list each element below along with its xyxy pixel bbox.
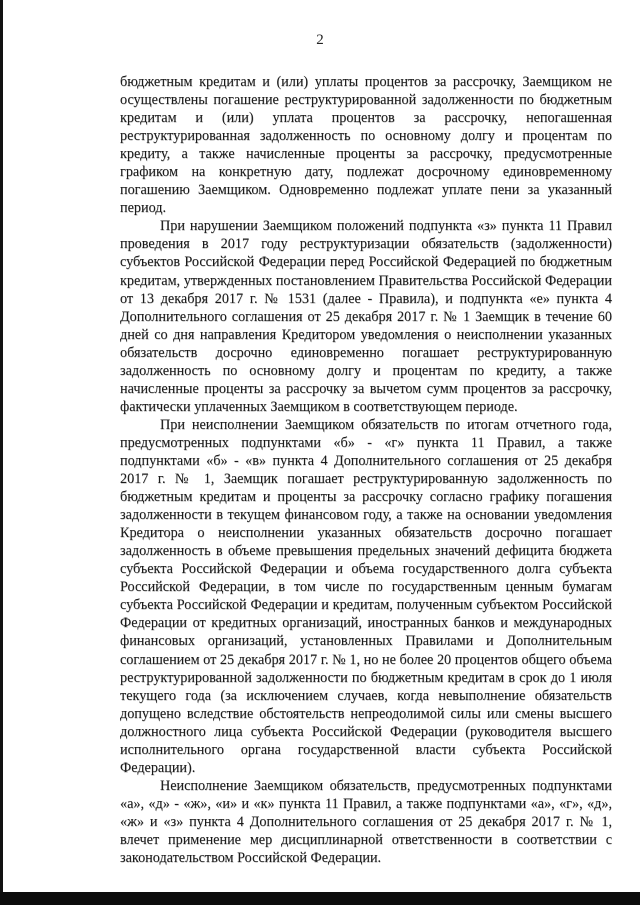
paragraph-disciplinary-measures: Неисполнение Заемщиком обязательств, предусмотренных подпунктами «а», «д» - «ж», «и» и «к» пункта 11 Правил, а также подпунктами «а», «г», «д», «ж» и «з» пункта 4 Дополнительного соглашения от 25 декабря 2017 г. № 1, влечет применение мер дисциплинарной ответственности в соответствии с законодательством Российской Федерации. [120, 777, 612, 867]
scan-left-edge [0, 0, 3, 905]
paragraph-continuation: бюджетным кредитам и (или) уплаты процентов за рассрочку, Заемщиком не осуществлены погашение реструктурированной задолженности по бюджетным кредитам и (или) уплата процентов за рассрочку, непогашенная реструктурированная задолженность по основному долгу и процентам по кредиту, а также начисленные проценты за рассрочку, предусмотренные графиком на конкретную дату, подлежат досрочному единовременному погашению Заемщиком. Одновременно подлежат уплате пени за указанный период. [120, 74, 612, 217]
page-number: 2 [316, 32, 324, 48]
paragraph-nonfulfillment-annual: При неисполнении Заемщиком обязательств по итогам отчетного года, предусмотренных подпунктами «б» - «г» пункта 11 Правил, а также подпунктами «б» - «в» пункта 4 Дополнительного соглашения от 25 декабря 2017 г. № 1, Заемщик погашает реструктурированную задолженность по бюджетным кредитам и проценты за рассрочку согласно графику погашения задолженности в текущем финансовом году, а также на основании уведомления Кредитора о неисполнении указанных обязательств досрочно погашает задолженность в объеме превышения предельных значений дефицита бюджета субъекта Российской Федерации и объема государственного долга субъекта Российской Федерации, в том числе по государственным ценным бумагам субъекта Российской Федерации и кредитам, полученным субъектом Российской Федерации от кредитных организаций, иностранных банков и международных финансовых организаций, установленных Правилами и Дополнительным соглашением от 25 декабря 2017 г. № 1, но не более 20 процентов общего объема реструктурированной задолженности по бюджетным кредитам в срок до 1 июля текущего года (за исключением случаев, когда невыполнение обязательств допущено вследствие обстоятельств непреодолимой силы или смены высшего должностного лица субъекта Российской Федерации (руководителя высшего исполнительного органа государственной власти субъекта Российской Федерации). [120, 416, 612, 776]
scan-bottom-edge [0, 892, 640, 905]
paragraph-violation-subparagraph-z: При нарушении Заемщиком положений подпункта «з» пункта 11 Правил проведения в 2017 году реструктуризации обязательств (задолженности) субъектов Российской Федерации перед Российской Федерацией по бюджетным кредитам, утвержденных постановлением Правительства Российской Федерации от 13 декабря 2017 г. № 1531 (далее - Правила), и подпункта «е» пункта 4 Дополнительного соглашения от 25 декабря 2017 г. № 1 Заемщик в течение 60 дней со дня направления Кредитором уведомления о неисполнении указанных обязательств досрочно единовременно погашает реструктурированную задолженность по основному долгу и процентам по кредиту, а также начисленные проценты за рассрочку за вычетом сумм процентов за рассрочку, фактически уплаченных Заемщиком в соответствующем периоде. [120, 218, 612, 415]
document-body [120, 73, 612, 867]
